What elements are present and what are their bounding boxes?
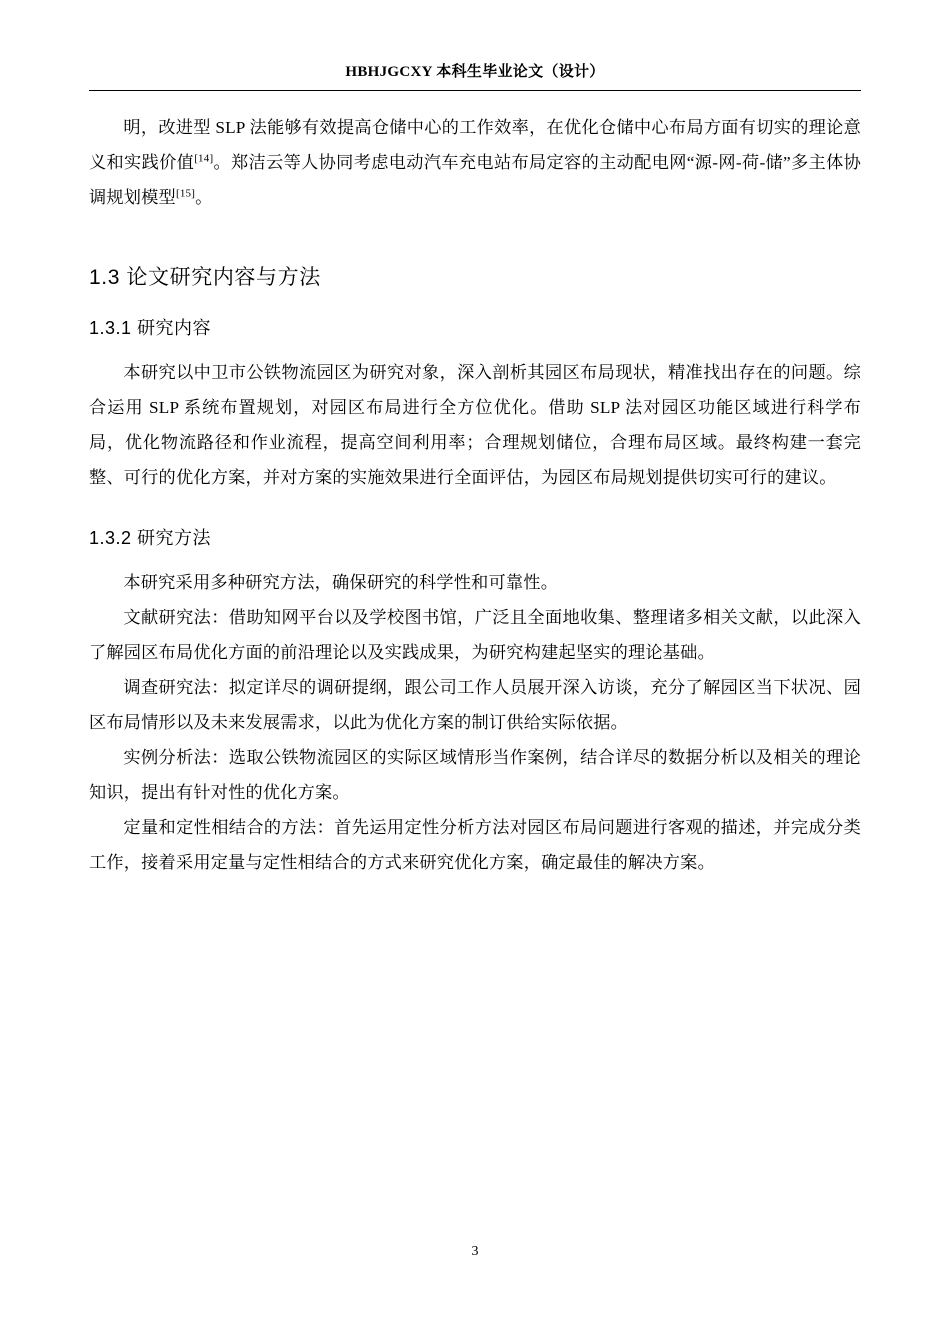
spacer-before-section-heading (89, 215, 861, 263)
paragraph-method-survey: 调查研究法：拟定详尽的调研提纲，跟公司工作人员展开深入访谈，充分了解园区当下状况、园区布局情形以及未来发展需求，以此为优化方案的制订供给实际依据。 (89, 678, 861, 732)
spacer-after-section-heading (89, 293, 861, 315)
paragraph-method-case: 实例分析法：选取公铁物流园区的实际区域情形当作案例，结合详尽的数据分析以及相关的理论知识，提出有针对性的优化方案。 (89, 748, 861, 802)
paragraph-research-content: 本研究以中卫市公铁物流园区为研究对象，深入剖析其园区布局现状，精准找出存在的问题。综合运用 SLP 系统布置规划，对园区布局进行全方位优化。借助 SLP 法对园区功能区域进行科学布局，优化物流路径和作业流程，提高空间利用率；合理规划储位，合理布局区域。最终构建一套完整、可行的优化方案，并对方案的实施效果进行全面评估，为园区布局规划提供切实可行的建议。 (89, 363, 861, 487)
page-number: 3 (471, 1244, 479, 1259)
paragraph-method-mixed: 定量和定性相结合的方法：首先运用定性分析方法对园区布局问题进行客观的描述，并完成分类工作，接着采用定量与定性相结合的方式来研究优化方案，确定最佳的解决方案。 (89, 818, 861, 872)
spacer-after-subsection-heading-1 (89, 341, 861, 355)
section-heading-1-3: 1.3 论文研究内容与方法 (89, 266, 321, 289)
page-header (89, 62, 861, 99)
paragraph-method-literature: 文献研究法：借助知网平台以及学校图书馆，广泛且全面地收集、整理诸多相关文献，以此深入了解园区布局优化方面的前沿理论以及实践成果，为研究构建起坚实的理论基础。 (89, 608, 861, 662)
page-content (89, 110, 861, 880)
subsection-heading-1-3-1: 1.3.1 研究内容 (89, 318, 212, 338)
page-footer (89, 1243, 861, 1261)
paragraph-intro-text-b: 。郑洁云等人协同考虑电动汽车充电站布局定容的主动配电网“源-网-荷-储”多主体协调规划模型 (89, 153, 862, 207)
paragraph-intro-text-c: 。 (195, 188, 213, 207)
spacer-after-subsection-heading-2 (89, 551, 861, 565)
header-divider (89, 90, 861, 91)
subsection-heading-1-3-2: 1.3.2 研究方法 (89, 528, 212, 548)
header-title: HBHJGCXY 本科生毕业论文（设计） (345, 64, 605, 80)
paragraph-intro (89, 110, 861, 215)
paragraph-intro-text-a: 明，改进型 SLP 法能够有效提高仓储中心的工作效率，在优化仓储中心布局方面有切实的理论意义和实践价值 (89, 118, 861, 172)
citation-reference-14: [14] (194, 152, 214, 165)
paragraph-methods-intro: 本研究采用多种研究方法，确保研究的科学性和可靠性。 (123, 573, 559, 592)
spacer-before-subsection-heading-2 (89, 495, 861, 525)
citation-reference-15: [15] (175, 187, 196, 200)
